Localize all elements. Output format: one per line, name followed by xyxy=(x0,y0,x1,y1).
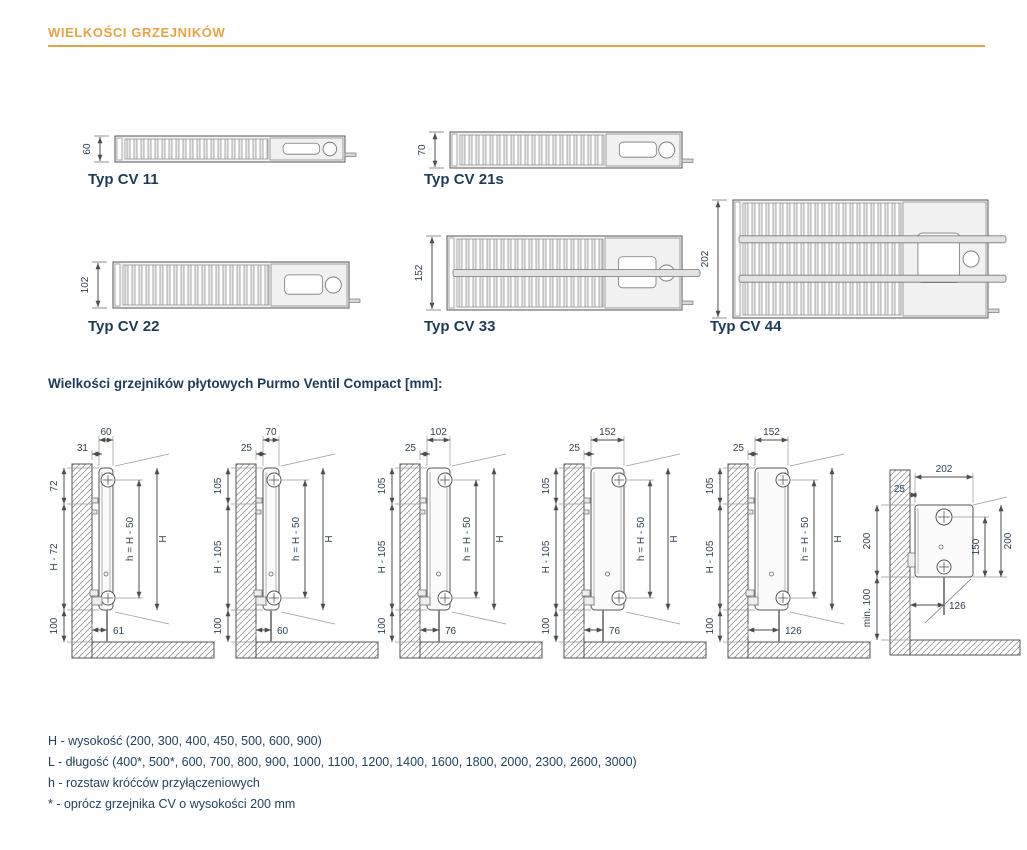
cross-section-cv11 xyxy=(42,424,220,672)
left-top-dim-label: 200 xyxy=(862,532,873,550)
width-dim-label: 202 xyxy=(935,464,953,475)
page-title: WIELKOŚCI GRZEJNIKÓW xyxy=(48,25,226,40)
wall-top-dim-label: 105 xyxy=(377,477,388,495)
top-view-cv22 xyxy=(78,255,363,317)
pipe-spacing-dim-label: h = H - 50 xyxy=(636,516,647,562)
outlet-dim-label: 76 xyxy=(609,626,621,637)
cross-section-cv22 xyxy=(370,424,548,672)
outlet-dim-label: 61 xyxy=(113,626,125,637)
top-view-drawing xyxy=(415,122,695,178)
top-view-cv44 xyxy=(698,193,998,321)
title-rule xyxy=(48,45,985,47)
legend-line-length: L - długość (400*, 500*, 600, 700, 800, 900, 1000, 1100, 1200, 1400, 1600, 1800, 2000, 2300, 2600, 3000) xyxy=(48,755,637,769)
depth-dim-label: 202 xyxy=(700,250,711,268)
height-dim-label: H xyxy=(324,535,335,543)
offset-dim-label: 25 xyxy=(404,443,416,454)
depth-dim-label: 60 xyxy=(82,143,93,155)
top-view-drawing xyxy=(78,255,363,317)
wall-bottom-dim-label: 100 xyxy=(705,617,716,635)
wall-top-dim-label: 105 xyxy=(541,477,552,495)
pipe-spacing-dim-label: h = H - 50 xyxy=(125,516,136,562)
depth-dim-label: 60 xyxy=(100,427,112,438)
legend-line-height: H - wysokość (200, 300, 400, 450, 500, 600, 900) xyxy=(48,734,322,748)
legend xyxy=(48,731,637,815)
wall-mid-dim-label: H - 105 xyxy=(213,540,224,574)
top-view-cv33 xyxy=(412,230,697,318)
wall-bottom-dim-label: 100 xyxy=(377,617,388,635)
radiator-type-label: Typ CV 44 xyxy=(710,318,782,335)
depth-dim-label: 70 xyxy=(265,427,277,438)
height-dim-label: H xyxy=(833,535,844,543)
top-view-cv21s xyxy=(415,122,695,178)
detail-view-cv44 xyxy=(845,455,1025,670)
depth-dim-label: 70 xyxy=(417,144,428,156)
outer-right-dim-label: 200 xyxy=(1003,532,1014,550)
depth-dim-label: 152 xyxy=(599,427,616,438)
cross-section-drawing xyxy=(370,424,548,672)
detail-view-drawing xyxy=(845,455,1025,670)
outlet-dim-label: 126 xyxy=(949,601,966,612)
depth-dim-label: 102 xyxy=(80,276,91,294)
offset-dim-label: 25 xyxy=(568,443,580,454)
top-view-drawing xyxy=(698,193,998,321)
pipe-spacing-dim-label: h = H - 50 xyxy=(291,516,302,562)
pipe-spacing-dim-label: h = H - 50 xyxy=(800,516,811,562)
wall-mid-dim-label: H - 72 xyxy=(49,543,60,571)
legend-line-note: * - oprócz grzejnika CV o wysokości 200 mm xyxy=(48,797,296,811)
left-bottom-dim-label: min. 100 xyxy=(862,588,873,628)
radiator-type-label: Typ CV 11 xyxy=(88,171,159,188)
cross-section-drawing xyxy=(206,424,384,672)
outlet-dim-label: 60 xyxy=(277,626,289,637)
radiator-type-label: Typ CV 33 xyxy=(424,318,496,335)
top-view-drawing xyxy=(412,230,697,318)
offset-dim-label: 25 xyxy=(240,443,252,454)
height-dim-label: H xyxy=(495,535,506,543)
cross-section-drawing xyxy=(42,424,220,672)
height-dim-label: H xyxy=(669,535,680,543)
wall-top-dim-label: 105 xyxy=(705,477,716,495)
wall-mid-dim-label: H - 105 xyxy=(705,540,716,574)
pipe-spacing-dim-label: h = H - 50 xyxy=(462,516,473,562)
radiator-type-label: Typ CV 22 xyxy=(88,318,160,335)
wall-bottom-dim-label: 100 xyxy=(541,617,552,635)
wall-mid-dim-label: H - 105 xyxy=(541,540,552,574)
wall-bottom-dim-label: 100 xyxy=(49,617,60,635)
radiator-type-label: Typ CV 21s xyxy=(424,171,504,188)
inner-right-dim-label: 150 xyxy=(971,538,982,556)
section-subheading: Wielkości grzejników płytowych Purmo Ventil Compact [mm]: xyxy=(48,376,443,391)
legend-line-spacing: h - rozstaw króćców przyłączeniowych xyxy=(48,776,260,790)
wall-top-dim-label: 105 xyxy=(213,477,224,495)
cross-section-drawing xyxy=(534,424,712,672)
height-dim-label: H xyxy=(158,535,169,543)
wall-bottom-dim-label: 100 xyxy=(213,617,224,635)
depth-dim-label: 152 xyxy=(414,264,425,282)
cross-section-cv33 xyxy=(534,424,712,672)
wall-top-dim-label: 72 xyxy=(49,480,60,492)
depth-dim-label: 152 xyxy=(763,427,780,438)
cross-section-cv21s xyxy=(206,424,384,672)
offset-dim-label: 31 xyxy=(76,443,88,454)
outlet-dim-label: 126 xyxy=(785,626,802,637)
offset-dim-label: 25 xyxy=(732,443,744,454)
outlet-dim-label: 76 xyxy=(445,626,457,637)
offset-dim-label: 25 xyxy=(893,484,905,495)
depth-dim-label: 102 xyxy=(430,427,447,438)
wall-mid-dim-label: H - 105 xyxy=(377,540,388,574)
